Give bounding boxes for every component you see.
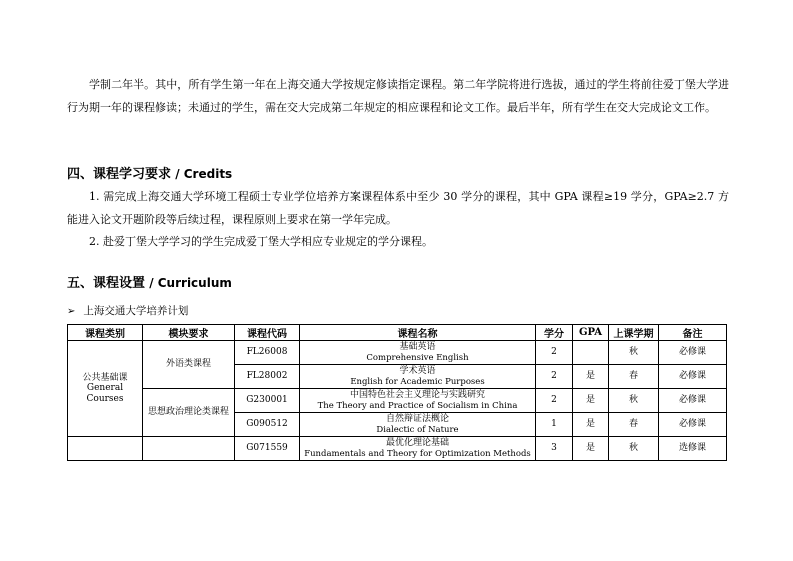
course-note: 必修课 bbox=[659, 389, 727, 413]
header-credits: 学分 bbox=[536, 325, 573, 341]
table-header-row bbox=[68, 325, 727, 341]
course-name-cn: 中国特色社会主义理论与实践研究 bbox=[349, 390, 485, 400]
course-credits: 3 bbox=[536, 437, 573, 461]
course-note: 选修课 bbox=[659, 437, 727, 461]
course-note: 必修课 bbox=[659, 341, 727, 365]
course-gpa: 是 bbox=[573, 413, 609, 437]
credits-item-2: 2. 赴爱丁堡大学学习的学生完成爱丁堡大学相应专业规定的学分课程。 bbox=[89, 235, 433, 248]
intro-paragraph: 学制二年半。其中，所有学生第一年在上海交通大学按规定修读指定课程。第二年学院将进行选拔，通过的学生将前往爱丁堡大学进行为期一年的课程修读；未通过的学生，需在交大完成第二年规定的相应课程和论文工作。最后半年，所有学生在交大完成论文工作。 bbox=[67, 78, 729, 114]
curriculum-subheading-text: 上海交通大学培养计划 bbox=[83, 305, 189, 317]
course-name bbox=[300, 365, 536, 389]
course-name-en: English for Academic Purposes bbox=[350, 376, 485, 387]
course-term: 秋 bbox=[609, 437, 659, 461]
course-name-en: Fundamentals and Theory for Optimization Methods bbox=[304, 448, 531, 459]
course-note: 必修课 bbox=[659, 365, 727, 389]
course-code: FL26008 bbox=[235, 341, 300, 365]
course-gpa: 是 bbox=[573, 437, 609, 461]
curriculum-table bbox=[67, 324, 727, 461]
table-row bbox=[68, 389, 727, 413]
course-credits: 1 bbox=[536, 413, 573, 437]
header-gpa: GPA bbox=[573, 325, 609, 341]
category-cn: 公共基础课 bbox=[82, 372, 128, 383]
course-term: 春 bbox=[609, 413, 659, 437]
course-code: G090512 bbox=[235, 413, 300, 437]
header-category: 课程类别 bbox=[68, 325, 143, 341]
section-curriculum-title-cn: 五、课程设置 bbox=[67, 276, 146, 291]
course-name bbox=[300, 341, 536, 365]
course-code: FL28002 bbox=[235, 365, 300, 389]
course-name-cn: 自然辩证法概论 bbox=[385, 414, 449, 424]
course-term: 秋 bbox=[609, 341, 659, 365]
course-name bbox=[300, 389, 536, 413]
course-term: 春 bbox=[609, 365, 659, 389]
course-name-en: The Theory and Practice of Socialism in China bbox=[317, 400, 518, 411]
header-term: 上课学期 bbox=[609, 325, 659, 341]
curriculum-subheading bbox=[67, 303, 188, 318]
course-name-cn: 最优化理论基础 bbox=[385, 438, 449, 448]
credits-requirements bbox=[67, 186, 729, 254]
course-gpa bbox=[573, 341, 609, 365]
course-term: 秋 bbox=[609, 389, 659, 413]
module-politics-cell: 思想政治理论类课程 bbox=[143, 389, 235, 437]
header-module: 模块要求 bbox=[143, 325, 235, 341]
course-credits: 2 bbox=[536, 365, 573, 389]
course-name-cn: 学术英语 bbox=[399, 366, 436, 376]
arrow-bullet-icon: ➢ bbox=[67, 306, 76, 317]
module-foreign-cell: 外语类课程 bbox=[143, 341, 235, 389]
course-name-en: Comprehensive English bbox=[366, 352, 469, 363]
course-name-en: Dialectic of Nature bbox=[376, 424, 459, 435]
table-row bbox=[68, 437, 727, 461]
course-credits: 2 bbox=[536, 341, 573, 365]
category-cell-empty bbox=[68, 437, 143, 461]
course-code: G230001 bbox=[235, 389, 300, 413]
table-row bbox=[68, 341, 727, 365]
category-en: General Courses bbox=[86, 383, 124, 404]
category-cell bbox=[68, 341, 143, 437]
course-gpa: 是 bbox=[573, 389, 609, 413]
course-note: 必修课 bbox=[659, 413, 727, 437]
course-name bbox=[300, 437, 536, 461]
section-credits-title-en: / Credits bbox=[171, 167, 233, 181]
section-credits-title-cn: 四、课程学习要求 bbox=[67, 167, 172, 182]
course-credits: 2 bbox=[536, 389, 573, 413]
header-name: 课程名称 bbox=[300, 325, 536, 341]
course-gpa: 是 bbox=[573, 365, 609, 389]
module-cell-empty bbox=[143, 437, 235, 461]
header-note: 备注 bbox=[659, 325, 727, 341]
course-code: G071559 bbox=[235, 437, 300, 461]
course-name bbox=[300, 413, 536, 437]
section-credits-heading bbox=[67, 163, 232, 182]
section-curriculum-heading bbox=[67, 272, 232, 291]
course-name-cn: 基础英语 bbox=[399, 342, 436, 352]
header-code: 课程代码 bbox=[235, 325, 300, 341]
credits-item-1: 1. 需完成上海交通大学环境工程硕士专业学位培养方案课程体系中至少 30 学分的课程，其中 GPA 课程≥19 学分，GPA≥2.7 方能进入论文开题阶段等后续过程，课程原则上要求在第一学年完成。 bbox=[67, 190, 729, 226]
section-curriculum-title-en: / Curriculum bbox=[145, 276, 232, 290]
